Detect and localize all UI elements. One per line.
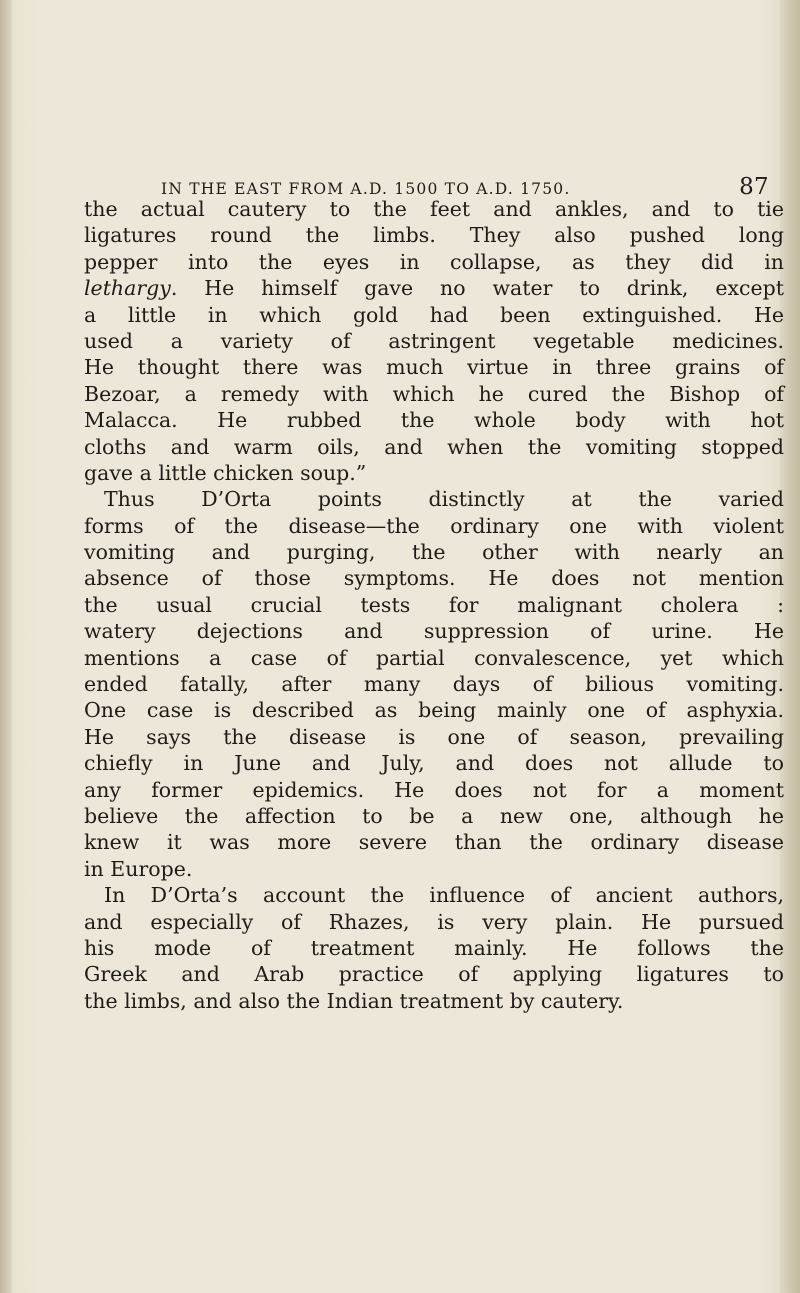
paragraph-3 [84, 882, 784, 1014]
text-line: his mode of treatment mainly. He follows the [84, 935, 784, 960]
text-line: any former epidemics. He does not for a moment [84, 777, 784, 802]
text-line: watery dejections and suppression of urine. He [84, 619, 784, 644]
text-line: believe the affection to be a new one, although he [84, 803, 784, 828]
text-line: ended fatally, after many days of bilious vomiting. [84, 672, 784, 697]
italic-term: lethargy [84, 276, 171, 301]
text-line: forms of the disease—the ordinary one with violent [84, 513, 784, 538]
text-line: Thus D’Orta points distinctly at the varied [104, 487, 784, 512]
text-run: . He himself gave no water to drink, except [170, 276, 784, 301]
text-line [84, 275, 784, 301]
page-binding-shadow [0, 0, 12, 1293]
text-line: In D’Orta’s account the influence of ancient authors, [104, 883, 784, 908]
text-line: mentions a case of partial convalescence, yet which [84, 645, 784, 670]
paragraph-1 [84, 196, 784, 486]
text-line: the usual crucial tests for malignant cholera : [84, 592, 784, 617]
running-head: IN THE EAST FROM A.D. 1500 TO A.D. 1750. [161, 180, 571, 198]
paragraph-2 [84, 486, 784, 882]
text-line: used a variety of astringent vegetable medicines. [84, 328, 784, 353]
text-line: gave a little chicken soup.” [84, 460, 367, 485]
text-line: a little in which gold had been extinguished. He [84, 302, 784, 327]
text-line: ligatures round the limbs. They also pushed long [84, 223, 784, 248]
text-line: absence of those symptoms. He does not mention [84, 566, 784, 591]
body-text [84, 196, 784, 1014]
text-line: chiefly in June and July, and does not allude to [84, 751, 784, 776]
text-line: the limbs, and also the Indian treatment by cautery. [84, 988, 624, 1013]
text-line: and especially of Rhazes, is very plain. He pursued [84, 909, 784, 934]
text-line: pepper into the eyes in collapse, as they did in [84, 249, 784, 274]
text-line: One case is described as being mainly one of asphyxia. [84, 698, 784, 723]
text-line: Bezoar, a remedy with which he cured the Bishop of [84, 381, 784, 406]
text-line: the actual cautery to the feet and ankles, and to tie [84, 197, 784, 221]
text-line: Greek and Arab practice of applying ligatures to [84, 962, 784, 987]
text-line: knew it was more severe than the ordinary disease [84, 830, 784, 855]
text-line: cloths and warm oils, and when the vomiting stopped [84, 434, 784, 459]
text-line: vomiting and purging, the other with nearly an [84, 540, 784, 565]
text-line: He thought there was much virtue in three grains of [84, 355, 784, 380]
text-line: in Europe. [84, 856, 193, 881]
page-number: 87 [739, 174, 769, 200]
text-line: He says the disease is one of season, prevailing [84, 724, 784, 749]
text-line: Malacca. He rubbed the whole body with hot [84, 408, 784, 433]
